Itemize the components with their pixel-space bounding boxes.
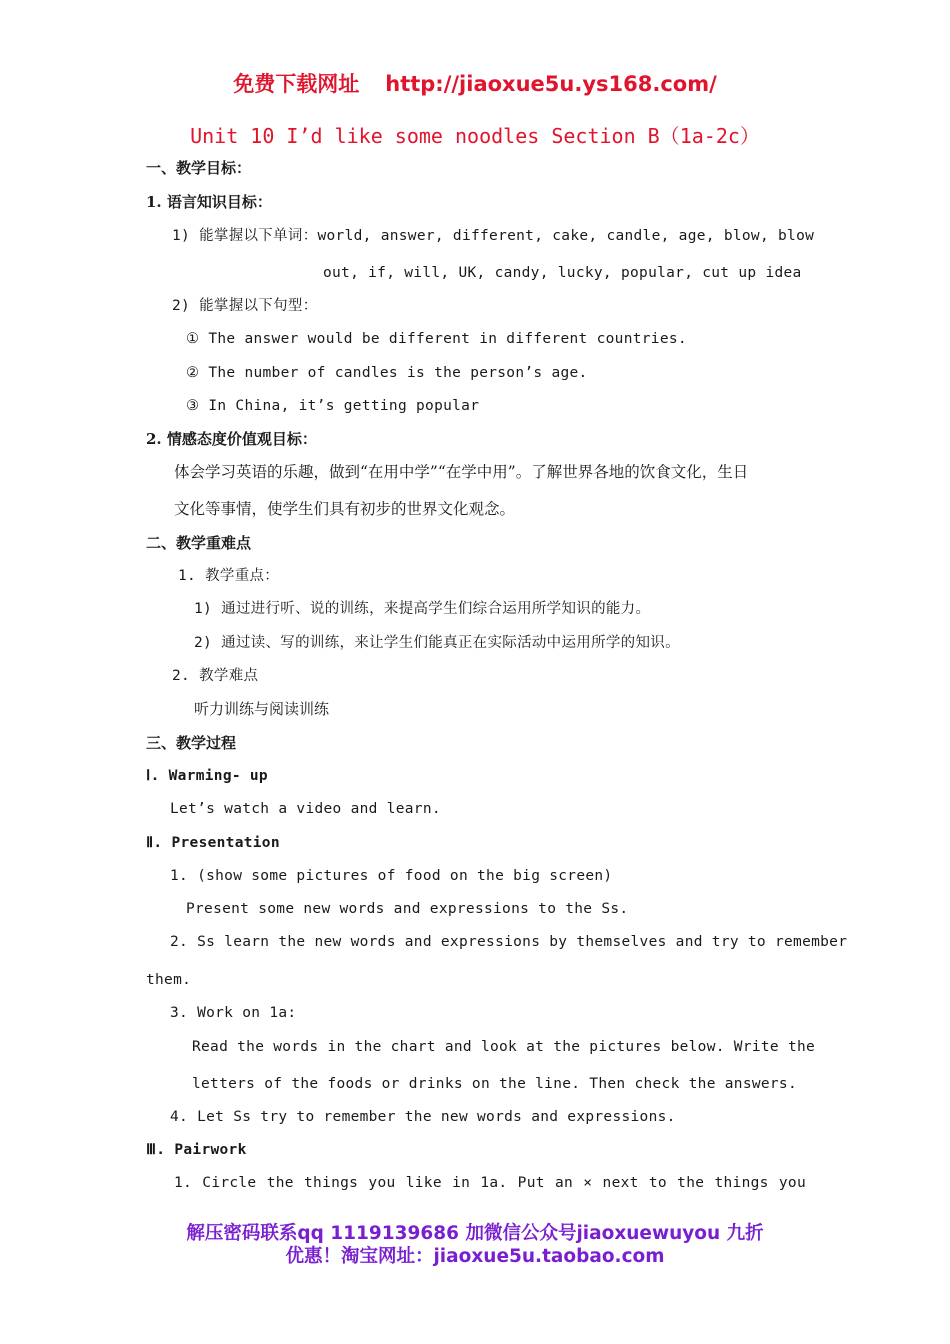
key-point-2: 2) 通过读、写的训练，来让学生们能真正在实际活动中运用所学的知识。 [194, 635, 680, 651]
section-heading-objectives: 一、教学目标： [146, 159, 252, 177]
key-point-1: 1) 通过进行听、说的训练，来提高学生们综合运用所学知识的能力。 [194, 601, 651, 617]
vocab-line-1: 1) 能掌握以下单词：world, answer, different, cake, candle, age, blow, blow [172, 228, 815, 244]
presentation-item-2-line-1: 2. Ss learn the new words and expressions by themselves and try to remember [170, 934, 848, 950]
pairwork-item-1: 1. Circle the things you like in 1a. Put an × next to the things you [174, 1175, 806, 1191]
emotional-goal-line-2: 文化等事情，使学生们具有初步的世界文化观念。 [174, 500, 516, 518]
footer-line-1: 解压密码联系qq 1119139686 加微信公众号jiaoxuewuyou 九折 [186, 1223, 764, 1244]
subheading-language-goals: 1. 语言知识目标： [146, 193, 272, 211]
sentence-patterns-label: 2) 能掌握以下句型： [172, 298, 318, 314]
vocab-line-2: out, if, will, UK, candy, lucky, popular, cut up idea [323, 265, 802, 281]
document-title: Unit 10 I’d like some noodles Section B（1a-2c） [190, 124, 760, 148]
download-header [0, 68, 950, 98]
presentation-item-3-line-2: letters of the foods or drinks on the line. Then check the answers. [192, 1076, 797, 1092]
step-heading-pairwork: Ⅲ. Pairwork [146, 1142, 247, 1158]
sentence-pattern-2: ② The number of candles is the person’s age. [186, 365, 588, 381]
header-label: 免费下载网址 [233, 72, 360, 96]
presentation-item-4: 4. Let Ss try to remember the new words and expressions. [170, 1109, 676, 1125]
presentation-item-3-line-1: Read the words in the chart and look at the pictures below. Write the [192, 1039, 816, 1055]
subheading-emotional-goals: 2. 情感态度价值观目标： [146, 430, 317, 448]
step-heading-warming-up: Ⅰ. Warming- up [146, 768, 268, 784]
header-url-link[interactable]: http://jiaoxue5u.ys168.com/ [385, 72, 717, 96]
presentation-item-1b: Present some new words and expressions to the Ss. [186, 901, 629, 917]
difficult-point-1: 听力训练与阅读训练 [194, 700, 330, 718]
warming-up-text: Let’s watch a video and learn. [170, 801, 441, 817]
sentence-pattern-1: ① The answer would be different in different countries. [186, 331, 687, 347]
presentation-item-3: 3. Work on 1a: [170, 1005, 297, 1021]
section-heading-process: 三、教学过程 [146, 734, 237, 752]
key-points-label: 1. 教学重点： [178, 568, 280, 584]
emotional-goal-line-1: 体会学习英语的乐趣，做到“在用中学”“在学中用”。了解世界各地的饮食文化，生日 [174, 463, 749, 481]
step-heading-presentation: Ⅱ. Presentation [146, 835, 280, 851]
sentence-pattern-3: ③ In China, it’s getting popular [186, 398, 480, 414]
difficult-points-label: 2. 教学难点 [172, 668, 259, 684]
footer-line-2: 优惠！淘宝网址：jiaoxue5u.taobao.com [285, 1246, 665, 1267]
section-heading-key-points: 二、教学重难点 [146, 534, 252, 552]
presentation-item-2-line-2: them. [146, 972, 192, 988]
presentation-item-1: 1. (show some pictures of food on the big screen) [170, 868, 613, 884]
